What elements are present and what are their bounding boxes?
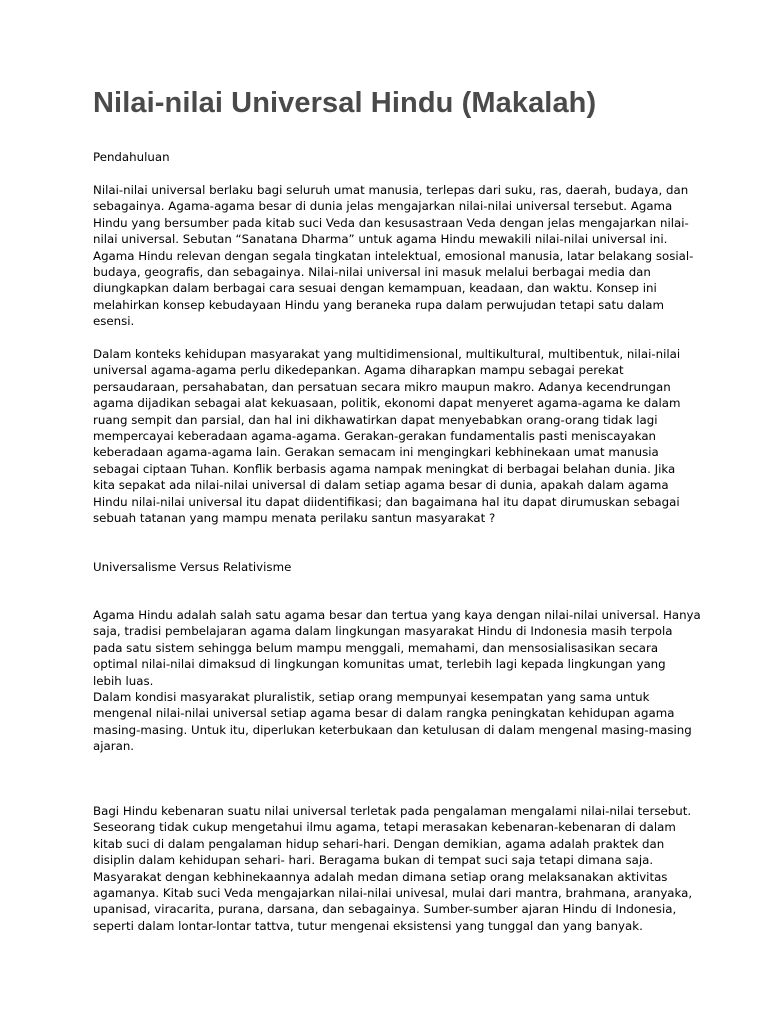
- text-line: agama dijadikan sebagai alat kekuasaan, politik, ekonomi dapat menyeret agama-agama ke dalam: [93, 396, 681, 411]
- text-line: universal agama-agama perlu dikedepankan. Agama diharapkan mampu sebagai perekat: [93, 363, 624, 378]
- text-line: Hindu yang bersumber pada kitab suci Veda dan kesusastraan Veda dengan jelas mengajarkan nilai-: [93, 215, 689, 230]
- text-line: Dalam kondisi masyarakat pluralistik, setiap orang mempunyai kesempatan yang sama untuk: [93, 689, 650, 704]
- text-line: kitab suci di dalam pengalaman hidup sehari-hari. Dengan demikian, agama adalah praktek dan: [93, 836, 665, 851]
- text-line: disiplin dalam kehidupan sehari- hari. Beragama bukan di tempat suci saja tetapi dimana saja.: [93, 853, 654, 868]
- paragraph: [93, 607, 701, 755]
- paragraph: [93, 182, 694, 330]
- text-line: Dalam konteks kehidupan masyarakat yang multidimensional, multikultural, multibentuk, nilai-nilai: [93, 347, 681, 361]
- text-line: masing-masing. Untuk itu, diperlukan keterbukaan dan ketulusan di dalam mengenal masing-masing: [93, 722, 692, 737]
- text-line: budaya, geografis, dan sebagainya. Nilai-nilai universal ini masuk melalui berbagai media dan: [93, 264, 651, 279]
- text-line: lebih luas.: [93, 673, 154, 688]
- text-line: esensi.: [93, 314, 135, 329]
- text-line: upanisad, viracarita, purana, darsana, dan sebagainya. Sumber-sumber ajaran Hindu di Indonesia,: [93, 902, 677, 917]
- text-line: sebagai ciptaan Tuhan. Konflik berbasis agama nampak meningkat di berbagai belahan dunia. Jika: [93, 461, 676, 476]
- text-line: saja, tradisi pembelajaran agama dalam lingkungan masyarakat Hindu di Indonesia masih terpola: [93, 624, 673, 639]
- section-heading-universalisme: Universalisme Versus Relativisme: [93, 560, 292, 574]
- text-line: mempercayai keberadaan agama-agama. Gerakan-gerakan fundamentalis pasti meniscayakan: [93, 428, 657, 443]
- text-line: agamanya. Kitab suci Veda mengajarkan nilai-nilai univesal, mulai dari mantra, brahmana, aranyaka,: [93, 885, 693, 900]
- text-line: Nilai-nilai universal berlaku bagi seluruh umat manusia, terlepas dari suku, ras, daerah, budaya, dan: [93, 183, 689, 197]
- text-line: seperti dalam lontar-lontar tattva, tutur mengenai eksistensi yang tunggal dan yang banyak.: [93, 918, 643, 933]
- paragraph: [93, 346, 681, 526]
- text-line: mengenal nilai-nilai universal setiap agama besar di dalam rangka peningkatan kehidupan agama: [93, 706, 675, 721]
- text-line: Bagi Hindu kebenaran suatu nilai universal terletak pada pengalaman mengalami nilai-nilai tersebut.: [93, 804, 692, 818]
- text-line: Hindu nilai-nilai universal itu dapat diidentifikasi; dan bagaimana hal itu dapat dirumuskan sebagai: [93, 494, 680, 509]
- text-line: sebuah tatanan yang mampu menata perilaku santun masyarakat ?: [93, 510, 496, 525]
- section-heading-pendahuluan: Pendahuluan: [93, 150, 170, 164]
- paragraph: [93, 803, 693, 934]
- text-line: persaudaraan, persahabatan, dan persatuan secara mikro maupun makro. Adanya kecendrungan: [93, 379, 671, 394]
- text-line: pada satu sistem sehingga belum mampu menggali, memahami, dan mensosialisasikan secara: [93, 640, 659, 655]
- text-line: Agama Hindu relevan dengan segala tingkatan intelektual, emosional manusia, latar belakang sosial-: [93, 248, 694, 263]
- text-line: ruang sempit dan parsial, dan hal ini dikhawatirkan dapat menyebabkan orang-orang tidak lagi: [93, 412, 658, 427]
- text-line: kita sepakat ada nilai-nilai universal di dalam setiap agama besar di dunia, apakah dalam agama: [93, 478, 669, 493]
- text-line: sebagainya. Agama-agama besar di dunia jelas mengajarkan nilai-nilai universal tersebut. Agama: [93, 199, 673, 214]
- text-line: Seseorang tidak cukup mengetahui ilmu agama, tetapi merasakan kebenaran-kebenaran di dalam: [93, 820, 676, 835]
- text-line: ajaran.: [93, 739, 135, 754]
- text-line: melahirkan konsep kebudayaan Hindu yang beraneka rupa dalam perwujudan tetapi satu dalam: [93, 297, 665, 312]
- text-line: Masyarakat dengan kebhinekaannya adalah medan dimana setiap orang melaksanakan aktivitas: [93, 869, 668, 884]
- text-line: diungkapkan dalam berbagai cara sesuai dengan kemampuan, keadaan, dan waktu. Konsep ini: [93, 281, 657, 296]
- page-title: Nilai-nilai Universal Hindu (Makalah): [93, 87, 597, 119]
- text-line: optimal nilai-nilai dimaksud di lingkungan komunitas umat, terlebih lagi kepada lingkungan yang: [93, 657, 666, 672]
- text-line: nilai universal. Sebutan “Sanatana Dharma” untuk agama Hindu mewakili nilai-nilai universal ini.: [93, 232, 668, 247]
- text-line: keberadaan agama-agama lain. Gerakan semacam ini mengingkari kebhinekaan umat manusia: [93, 445, 659, 460]
- text-line: Agama Hindu adalah salah satu agama besar dan tertua yang kaya dengan nilai-nilai universal. Hanya: [93, 608, 701, 622]
